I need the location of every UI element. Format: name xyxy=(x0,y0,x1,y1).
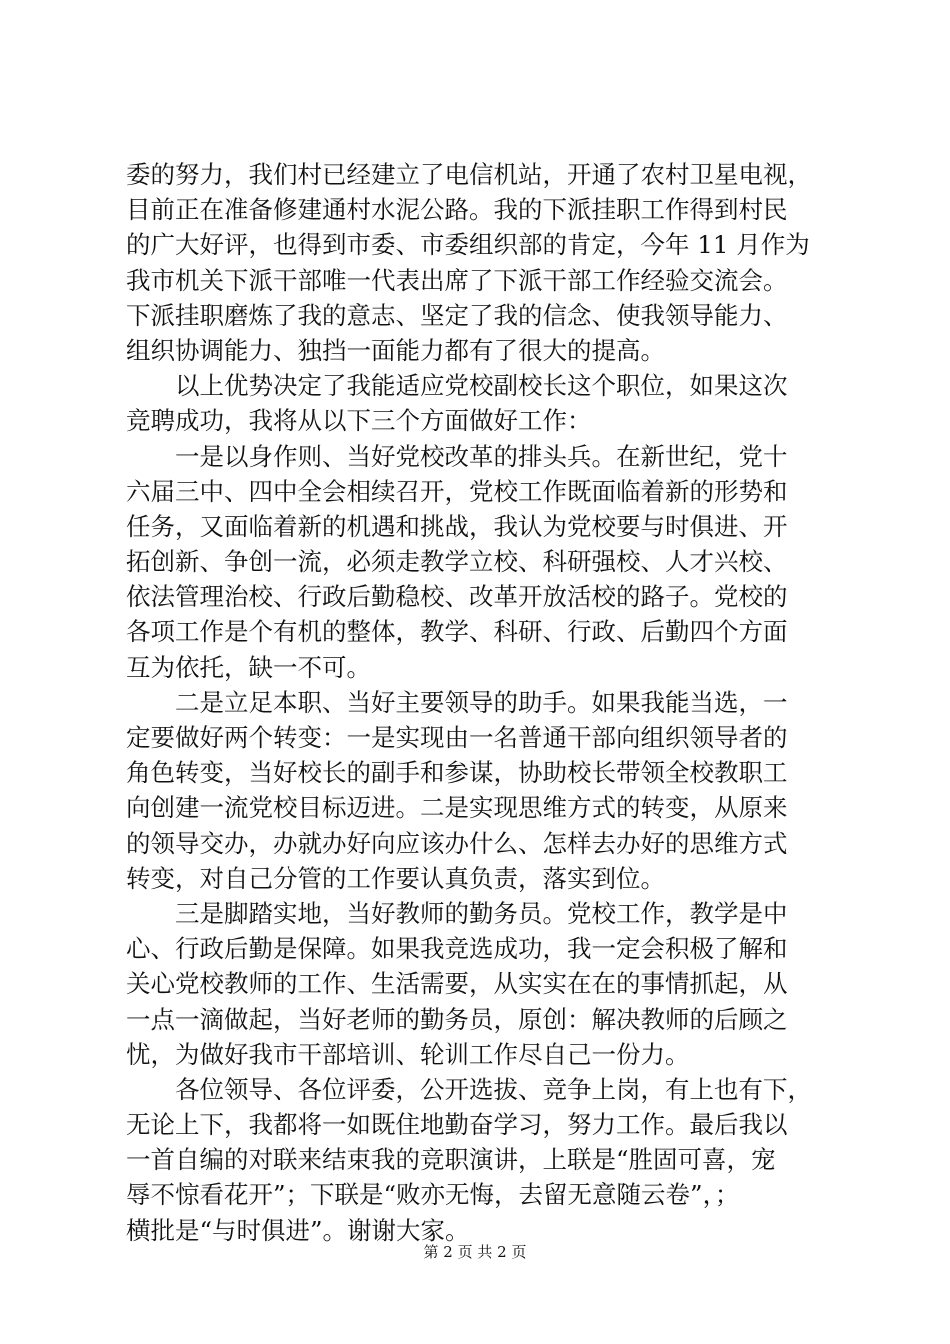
page-footer xyxy=(0,1242,950,1262)
text-line-15: 互为依托，缺一不可。 xyxy=(126,652,371,682)
text-line-21: 转变，对自己分管的工作要认真负责，落实到位。 xyxy=(126,863,665,893)
text-line-25: 一点一滴做起，当好老师的勤务员，原创：解决教师的后顾之 xyxy=(126,1004,788,1034)
text-line-6: 组织协调能力、独挡一面能力都有了很大的提高。 xyxy=(126,335,665,365)
text-line-20: 的领导交办，办就办好向应该办什么、怎样去办好的思维方式 xyxy=(126,828,788,858)
text-line-28: 无论上下，我都将一如既住地勤奋学习，努力工作。最后我以 xyxy=(126,1110,788,1140)
text-line-29: 一首自编的对联来结束我的竞职演讲，上联是“胜固可喜，宠 xyxy=(126,1145,776,1175)
text-line-14: 各项工作是个有机的整体，教学、科研、行政、后勤四个方面 xyxy=(126,617,788,647)
text-line-3: 的广大好评，也得到市委、市委组织部的肯定，今年 11 月作为 xyxy=(126,230,810,260)
text-line-13: 依法管理治校、行政后勤稳校、改革开放活校的路子。党校的 xyxy=(126,582,788,612)
text-line-22: 三是脚踏实地，当好教师的勤务员。党校工作，教学是中 xyxy=(126,898,788,928)
text-line-23: 心、行政后勤是保障。如果我竞选成功，我一定会积极了解和 xyxy=(126,934,788,964)
text-line-4: 我市机关下派干部唯一代表出席了下派干部工作经验交流会。 xyxy=(126,265,788,295)
text-line-16: 二是立足本职、当好主要领导的助手。如果我能当选，一 xyxy=(126,687,788,717)
text-line-9: 一是以身作则、当好党校改革的排头兵。在新世纪，党十 xyxy=(126,441,788,471)
text-line-19: 向创建一流党校目标迈进。二是实现思维方式的转变，从原来 xyxy=(126,793,788,823)
text-line-2: 目前正在准备修建通村水泥公路。我的下派挂职工作得到村民 xyxy=(126,195,788,225)
text-line-31: 横批是“与时俱进”。谢谢大家。 xyxy=(126,1215,470,1245)
text-line-24: 关心党校教师的工作、生活需要，从实实在在的事情抓起，从 xyxy=(126,969,788,999)
text-line-17: 定要做好两个转变：一是实现由一名普通干部向组织领导者的 xyxy=(126,723,788,752)
text-line-26: 忧，为做好我市干部培训、轮训工作尽自己一份力。 xyxy=(126,1039,690,1069)
text-line-12: 拓创新、争创一流，必须走教学立校、科研强校、人才兴校、 xyxy=(126,547,788,577)
text-line-5: 下派挂职磨炼了我的意志、坚定了我的信念、使我领导能力、 xyxy=(126,300,788,330)
text-line-7: 以上优势决定了我能适应党校副校长这个职位，如果这次 xyxy=(126,371,788,401)
text-line-1: 委的努力，我们村已经建立了电信机站，开通了农村卫星电视， xyxy=(126,160,812,189)
text-line-27: 各位领导、各位评委，公开选拔、竞争上岗，有上也有下， xyxy=(126,1074,812,1104)
text-line-30: 辱不惊看花开”；下联是“败亦无悔，去留无意随云卷”，； xyxy=(126,1180,740,1210)
document-body xyxy=(126,157,832,1248)
text-line-8: 竞聘成功，我将从以下三个方面做好工作： xyxy=(126,406,592,436)
page-number-label: 第 2 页 共 2 页 xyxy=(423,1243,527,1261)
text-line-10: 六届三中、四中全会相续召开，党校工作既面临着新的形势和 xyxy=(126,476,788,506)
text-line-11: 任务，又面临着新的机遇和挑战，我认为党校要与时俱进、开 xyxy=(126,511,788,541)
text-line-18: 角色转变，当好校长的副手和参谋，协助校长带领全校教职工 xyxy=(126,758,788,788)
